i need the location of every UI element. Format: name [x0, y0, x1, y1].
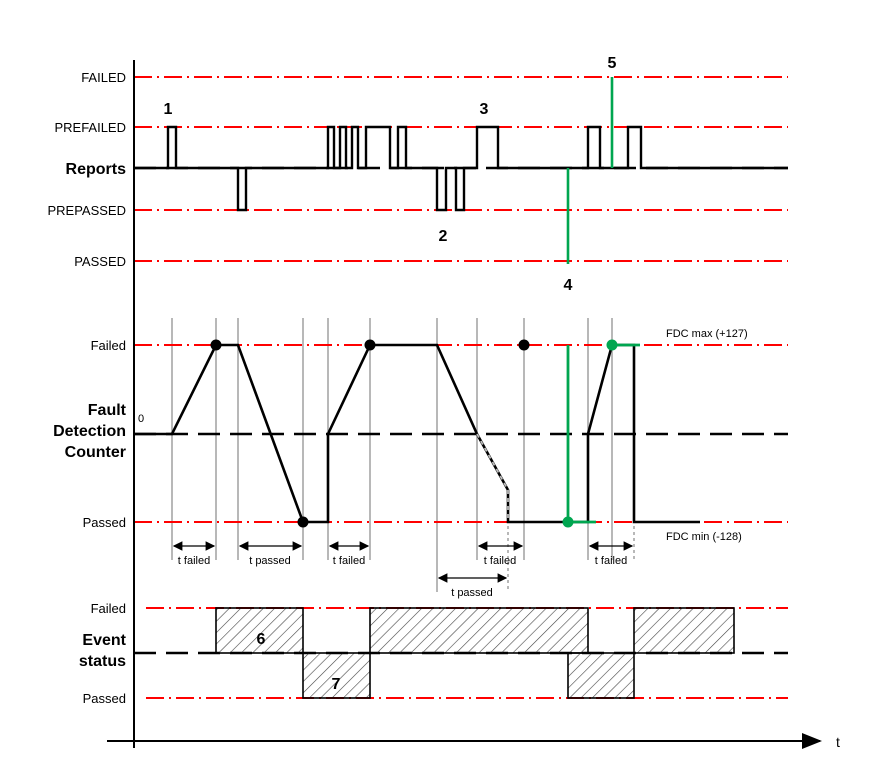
panel-reports — [47, 55, 788, 294]
fdc-dot-green-1 — [563, 517, 574, 528]
reports-label-passed: PASSED — [74, 254, 126, 269]
marker-2: 2 — [438, 228, 448, 245]
fdc-max-annotation: FDC max (+127) — [666, 328, 748, 340]
marker-7: 7 — [331, 676, 341, 693]
interval-label-6: t failed — [594, 555, 628, 567]
interval-label-2: t passed — [249, 555, 291, 567]
interval-label-5: t passed — [451, 587, 493, 599]
time-axis-label: t — [836, 734, 840, 750]
panel-title-reports: Reports — [65, 161, 126, 178]
fdc-label-zero: 0 — [138, 413, 145, 425]
fdc-dot-2 — [298, 517, 309, 528]
event-block-passed-2 — [568, 653, 634, 698]
fdc-dot-1 — [211, 340, 222, 351]
event-label-failed: Failed — [90, 601, 126, 616]
fdc-dotted-guides — [508, 490, 634, 592]
reports-label-prepassed: PREPASSED — [47, 203, 126, 218]
fdc-min-annotation: FDC min (-128) — [666, 531, 742, 543]
panel-title-event-line2: status — [78, 653, 126, 670]
panel-fdc — [53, 318, 788, 599]
marker-6: 6 — [256, 631, 266, 648]
marker-5: 5 — [607, 55, 617, 72]
panel-title-fdc-line1: Fault — [87, 402, 126, 419]
fdc-label-failed: Failed — [90, 338, 126, 353]
marker-1: 1 — [163, 101, 173, 118]
interval-label-3: t failed — [332, 555, 366, 567]
marker-3: 3 — [479, 101, 489, 118]
interval-label-4: t failed — [483, 555, 517, 567]
event-label-passed: Passed — [82, 691, 126, 706]
panel-title-fdc-line3: Counter — [64, 444, 126, 461]
panel-title-fdc-line2: Detection — [53, 423, 126, 440]
panel-event-status — [79, 601, 788, 706]
fdc-dotted-branch — [477, 434, 508, 522]
fdc-dot-4 — [519, 340, 530, 351]
interval-label-1: t failed — [177, 555, 211, 567]
panel-title-event-line1: Event — [82, 632, 126, 649]
event-block-failed-3 — [634, 608, 734, 653]
fdc-dot-green-2 — [607, 340, 618, 351]
reports-label-prefailed: PREFAILED — [54, 120, 126, 135]
reports-label-failed: FAILED — [81, 70, 126, 85]
marker-4: 4 — [563, 277, 573, 294]
fdc-intervals — [174, 546, 632, 578]
fdc-guides — [172, 318, 612, 592]
fdc-dot-3 — [365, 340, 376, 351]
fdc-label-passed: Passed — [82, 515, 126, 530]
event-block-failed-2 — [370, 608, 588, 653]
